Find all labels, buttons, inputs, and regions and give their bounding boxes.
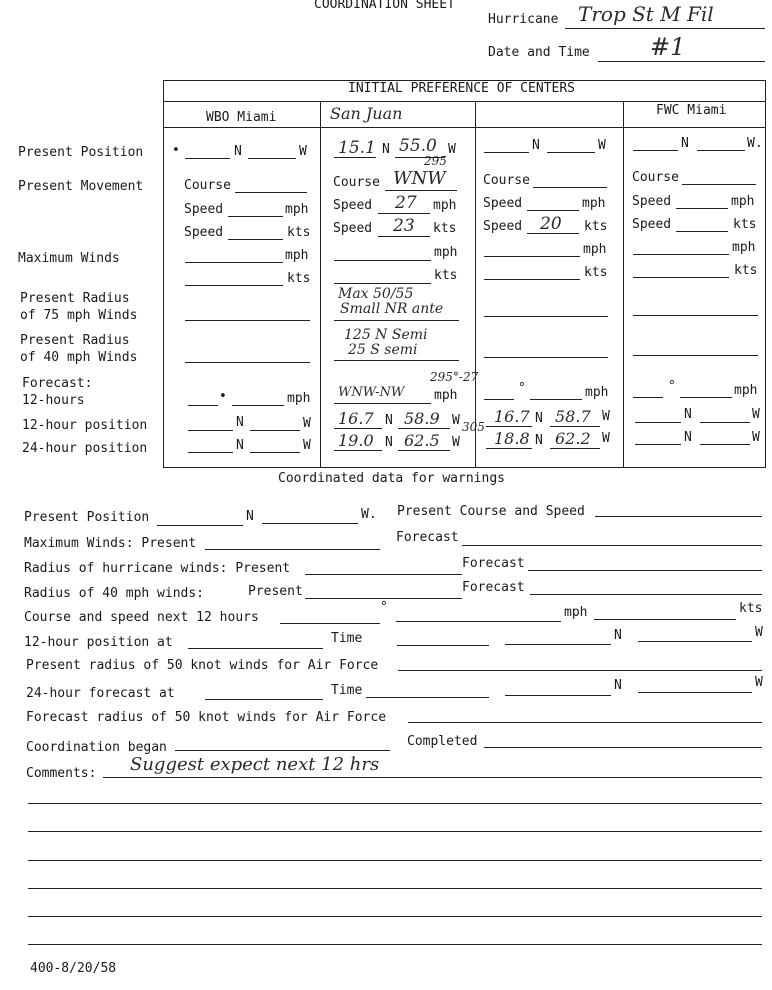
c1-fc-mph: mph: [287, 391, 311, 406]
c1-speed-mph-line: [228, 216, 283, 217]
col-header-wbo-miami: WBO Miami: [206, 110, 277, 125]
row-forecast-line1: Forecast:: [22, 376, 93, 391]
c3-24-n-value: 18.8: [494, 429, 530, 448]
w-course-12-line: [280, 623, 380, 624]
c3-radius75-line: [484, 316, 608, 317]
c1-pos-w: W: [299, 144, 307, 159]
c1-24-w: W: [303, 438, 311, 453]
c4-course-label: Course: [632, 170, 679, 185]
c2-24-n: N: [385, 435, 393, 450]
c3-course-line: [533, 187, 607, 188]
c1-speed-kts-line: [228, 239, 283, 240]
c2-pos-extra: 295: [424, 154, 447, 168]
c3-12-w: W: [602, 409, 610, 424]
w-fc24-time: Time: [331, 683, 363, 698]
row-maximum-winds: Maximum Winds: [18, 251, 120, 266]
c4-12-n-line: [635, 422, 681, 423]
c3-speed-kts-label: Speed: [483, 219, 523, 234]
c1-24-n: N: [236, 438, 244, 453]
w-comments-line-0: [103, 777, 762, 778]
w-max-winds-forecast: Forecast: [396, 530, 459, 545]
c1-maxwind-kts-line: [185, 285, 283, 286]
c2-12-w-value: 58.9: [404, 409, 440, 428]
c1-course-label: Course: [184, 178, 231, 193]
row-forecast-line2: 12-hours: [22, 393, 85, 408]
c1-radius75-line: [185, 320, 310, 321]
c3-maxwind-mph-unit: mph: [583, 242, 607, 257]
c3-pos-n: N: [532, 138, 540, 153]
c4-fc-course-line: [633, 397, 663, 398]
c4-maxwind-kts-line: [633, 277, 729, 278]
c4-fc-mph: mph: [734, 383, 758, 398]
c2-r40-line1: 125 N Semi: [344, 327, 428, 343]
w-pos12-at-line: [188, 648, 323, 649]
c2-12-n-value: 16.7: [338, 409, 374, 428]
c1-fc-dot: •: [219, 389, 227, 404]
c2-pos-n: N: [382, 142, 390, 157]
w-fc24-n: N: [614, 678, 622, 693]
c1-maxwind-kts-unit: kts: [287, 271, 311, 286]
c2-fc-line: [334, 403, 431, 404]
c1-12-w: W: [303, 416, 311, 431]
w-fc24-w: W: [755, 675, 763, 690]
c1-speed-kts-unit: kts: [287, 225, 311, 240]
c4-pos-w: W.: [747, 136, 763, 151]
c3-24-w: W: [602, 431, 610, 446]
c2-12-extra: 305: [462, 420, 485, 434]
w-present-position: Present Position: [24, 510, 150, 525]
c4-pos-n-line: [633, 150, 678, 151]
w-fc-radius50-af-line: [408, 722, 762, 723]
col-header-fwc-miami: FWC Miami: [656, 103, 727, 118]
c3-speed-mph-line: [527, 210, 579, 211]
w-course-speed-12: Course and speed next 12 hours: [24, 610, 259, 625]
w-max-winds-present-line: [205, 549, 380, 550]
w-pos-w: W.: [361, 507, 377, 522]
row-present-position: Present Position: [18, 145, 144, 160]
c2-speed-kts-line: [378, 236, 430, 237]
c1-maxwind-mph-line: [185, 262, 283, 263]
w-present-course-speed-line: [595, 516, 762, 517]
c3-speed-kts-unit: kts: [584, 219, 608, 234]
w-coord-began-line: [175, 750, 390, 751]
c2-course-value: WNW: [393, 168, 446, 189]
c2-fc-extra: 295°-27: [430, 370, 479, 384]
w-present-course-speed: Present Course and Speed: [397, 504, 585, 519]
c2-pos-w-value: 55.0: [399, 136, 437, 156]
c4-maxwind-mph-line: [633, 254, 729, 255]
row-24-hour-position: 24-hour position: [22, 441, 148, 456]
w-fc24-at: 24-hour forecast at: [26, 686, 175, 701]
c4-fc-speed-line: [680, 397, 732, 398]
w-speed-12-kts-line: [594, 619, 736, 620]
c1-radius40-line: [185, 362, 310, 363]
row-radius40-line2: of 40 mph Winds: [20, 350, 138, 365]
c4-radius40-line: [633, 355, 758, 356]
c4-speed-mph-unit: mph: [731, 194, 755, 209]
w-fc24-n-line: [505, 695, 611, 696]
c2-radius40-line: [334, 360, 459, 361]
c1-12-n: N: [236, 415, 244, 430]
col-divider-2: [475, 101, 476, 468]
w-comments-line-3: [28, 860, 762, 861]
w-max-winds-forecast-line: [462, 545, 762, 546]
col-divider-3: [623, 101, 624, 468]
w-comments-line-2: [28, 831, 762, 832]
c3-course-label: Course: [483, 173, 530, 188]
c3-24-w-line: [550, 448, 600, 449]
hurricane-label: Hurricane: [488, 12, 559, 27]
c2-24-w-line: [398, 450, 450, 451]
w-comments-line-1: [28, 803, 762, 804]
c1-speed-mph-unit: mph: [285, 202, 309, 217]
c4-24-w-line: [700, 444, 750, 445]
row-12-hour-position: 12-hour position: [22, 418, 148, 433]
c1-speed-kts-label: Speed: [184, 225, 224, 240]
c3-fc-course-line: [484, 399, 514, 400]
w-comments-line-4: [28, 888, 762, 889]
centers-banner: INITIAL PREFERENCE OF CENTERS: [348, 81, 575, 96]
datetime-label: Date and Time: [488, 45, 590, 60]
c3-12-w-value: 58.7: [555, 407, 591, 426]
c2-fc-course: WNW-NW: [338, 385, 405, 400]
c2-maxwind-mph-unit: mph: [434, 245, 458, 260]
c4-24-n: N: [684, 430, 692, 445]
w-radius-hurricane-line: [305, 574, 462, 575]
w-radius-40-forecast: Forecast: [462, 580, 525, 595]
w-speed-12-mph: mph: [564, 605, 588, 620]
w-fc24-w-line: [638, 692, 752, 693]
c4-12-n: N: [684, 407, 692, 422]
w-radius-hurricane: Radius of hurricane winds: Present: [24, 561, 291, 576]
w-radius-40: Radius of 40 mph winds:: [24, 586, 205, 601]
c3-fc-mph: mph: [585, 385, 609, 400]
c2-12-w-line: [398, 428, 450, 429]
w-pos-n-line: [157, 525, 243, 526]
w-comments-line-5: [28, 916, 762, 917]
c1-24-w-line: [250, 452, 300, 453]
c1-speed-mph-label: Speed: [184, 202, 224, 217]
c2-speed-kts-label: Speed: [333, 221, 373, 236]
w-radius50-af: Present radius of 50 knot winds for Air Force: [26, 658, 379, 673]
row-radius75-line2: of 75 mph Winds: [20, 308, 138, 323]
c4-12-w-line: [700, 422, 750, 423]
c2-course-line: [385, 190, 457, 191]
c2-speed-kts-value: 23: [393, 216, 415, 236]
c2-course-label: Course: [333, 175, 380, 190]
c2-pos-w: W: [448, 142, 456, 157]
c3-maxwind-kts-unit: kts: [584, 265, 608, 280]
c3-12-n-value: 16.7: [494, 407, 530, 426]
c2-speed-mph-line: [378, 213, 430, 214]
w-course-12-deg: °: [380, 600, 388, 615]
c4-speed-kts-unit: kts: [733, 217, 757, 232]
c3-12-n-line: [486, 426, 532, 427]
row-radius75-line1: Present Radius: [20, 291, 130, 306]
c2-24-n-value: 19.0: [338, 431, 374, 450]
c4-pos-w-line: [697, 150, 745, 151]
w-pos12-time-line: [397, 645, 489, 646]
w-radius50-af-line: [398, 670, 762, 671]
form-number: 400-8/20/58: [30, 961, 117, 976]
w-pos12-n: N: [614, 628, 622, 643]
c2-12-n: N: [385, 413, 393, 428]
c1-fc-course-line: [188, 405, 218, 406]
w-coord-began: Coordination began: [26, 740, 167, 755]
c2-speed-mph-unit: mph: [433, 198, 457, 213]
c1-course-line: [235, 192, 307, 193]
c1-24-n-line: [188, 452, 233, 453]
col-divider-1: [320, 101, 321, 468]
w-radius-40-line: [305, 598, 462, 599]
w-fc-radius50-af: Forecast radius of 50 knot winds for Air Force: [26, 710, 387, 725]
c4-fc-deg: °: [668, 379, 676, 394]
c1-pos-dot: •: [172, 143, 180, 158]
c4-radius75-line: [633, 315, 758, 316]
c4-speed-kts-line: [676, 231, 728, 232]
row-present-movement: Present Movement: [18, 179, 144, 194]
c2-12-n-line: [334, 428, 382, 429]
c3-fc-deg: °: [518, 381, 526, 396]
c4-maxwind-mph-unit: mph: [732, 240, 756, 255]
c2-24-w-value: 62.5: [404, 431, 440, 450]
w-radius-40-forecast-line: [530, 594, 762, 595]
w-pos12-n-line: [505, 644, 611, 645]
c2-r40-line2: 25 S semi: [348, 342, 418, 358]
warnings-heading: Coordinated data for warnings: [278, 471, 505, 486]
c4-pos-n: N: [681, 136, 689, 151]
w-pos12-time: Time: [331, 631, 363, 646]
c2-radius75-line: [334, 320, 459, 321]
c2-maxwind-kts-line: [334, 283, 431, 284]
w-comments-handwriting: Suggest expect next 12 hrs: [130, 754, 380, 775]
c2-pos-n-value: 15.1: [338, 138, 376, 158]
w-fc24-at-line: [205, 699, 323, 700]
w-radius-40-present: Present: [248, 584, 303, 599]
c4-course-line: [682, 184, 756, 185]
c3-maxwind-kts-line: [484, 279, 580, 280]
w-radius-hurricane-forecast-line: [528, 570, 762, 571]
c1-pos-n-line: [185, 158, 230, 159]
c4-24-n-line: [635, 444, 681, 445]
c4-12-w: W: [752, 407, 760, 422]
w-comments: Comments:: [26, 766, 97, 781]
c1-fc-speed-line: [232, 405, 284, 406]
w-pos-n: N: [246, 509, 254, 524]
c2-speed-mph-label: Speed: [333, 198, 373, 213]
c2-24-w: W: [452, 435, 460, 450]
datetime-value: #1: [650, 33, 686, 61]
c1-maxwind-mph-unit: mph: [285, 248, 309, 263]
c2-fc-mph: mph: [434, 388, 458, 403]
c1-pos-w-line: [248, 158, 296, 159]
c4-24-w: W: [752, 430, 760, 445]
c3-24-w-value: 62.2: [555, 429, 591, 448]
w-speed-12-mph-line: [396, 621, 561, 622]
c3-radius40-line: [484, 357, 608, 358]
w-pos12-w: W: [755, 625, 763, 640]
hurricane-value: Trop St M Fil: [578, 2, 714, 26]
w-radius-hurricane-forecast: Forecast: [462, 556, 525, 571]
w-fc24-time-line: [366, 697, 489, 698]
w-pos12-w-line: [638, 641, 752, 642]
centers-header-line: [163, 127, 766, 128]
c2-maxwind-kts-unit: kts: [434, 268, 458, 283]
w-completed-line: [484, 747, 762, 748]
w-pos-w-line: [262, 523, 358, 524]
c3-fc-speed-line: [530, 399, 582, 400]
col-header-san-juan: San Juan: [330, 104, 403, 123]
c3-maxwind-mph-line: [484, 256, 580, 257]
c2-r75-line1: Max 50/55: [338, 286, 414, 302]
c4-speed-mph-line: [676, 208, 728, 209]
datetime-line: [598, 61, 765, 62]
c3-12-n: N: [535, 411, 543, 426]
w-max-winds-present: Maximum Winds: Present: [24, 536, 197, 551]
c2-speed-kts-unit: kts: [433, 221, 457, 236]
c3-12-w-line: [550, 426, 600, 427]
c4-speed-mph-label: Speed: [632, 194, 672, 209]
c1-12-n-line: [188, 430, 233, 431]
c2-r75-line2: Small NR ante: [340, 301, 444, 317]
c3-pos-n-line: [484, 152, 529, 153]
c3-speed-mph-unit: mph: [582, 196, 606, 211]
w-speed-12-kts: kts: [739, 601, 763, 616]
c3-24-n: N: [535, 433, 543, 448]
w-comments-line-6: [28, 944, 762, 945]
c4-speed-kts-label: Speed: [632, 217, 672, 232]
c2-speed-mph-value: 27: [395, 193, 417, 213]
c1-pos-n: N: [234, 144, 242, 159]
w-completed: Completed: [407, 734, 478, 749]
c3-24-n-line: [486, 448, 532, 449]
form-title: COORDINATION SHEET: [314, 0, 455, 12]
c2-maxwind-mph-line: [334, 260, 431, 261]
row-radius40-line1: Present Radius: [20, 333, 130, 348]
c3-pos-w-line: [547, 152, 595, 153]
c2-12-w: W: [452, 413, 460, 428]
w-pos12-at: 12-hour position at: [24, 635, 173, 650]
c1-12-w-line: [250, 430, 300, 431]
centers-table: [163, 80, 766, 468]
c4-maxwind-kts-unit: kts: [734, 263, 758, 278]
c3-speed-mph-label: Speed: [483, 196, 523, 211]
centers-banner-line: [163, 101, 766, 102]
c2-24-n-line: [334, 450, 382, 451]
c3-pos-w: W: [598, 138, 606, 153]
c3-speed-kts-value: 20: [540, 214, 562, 234]
hurricane-line: [565, 28, 765, 29]
